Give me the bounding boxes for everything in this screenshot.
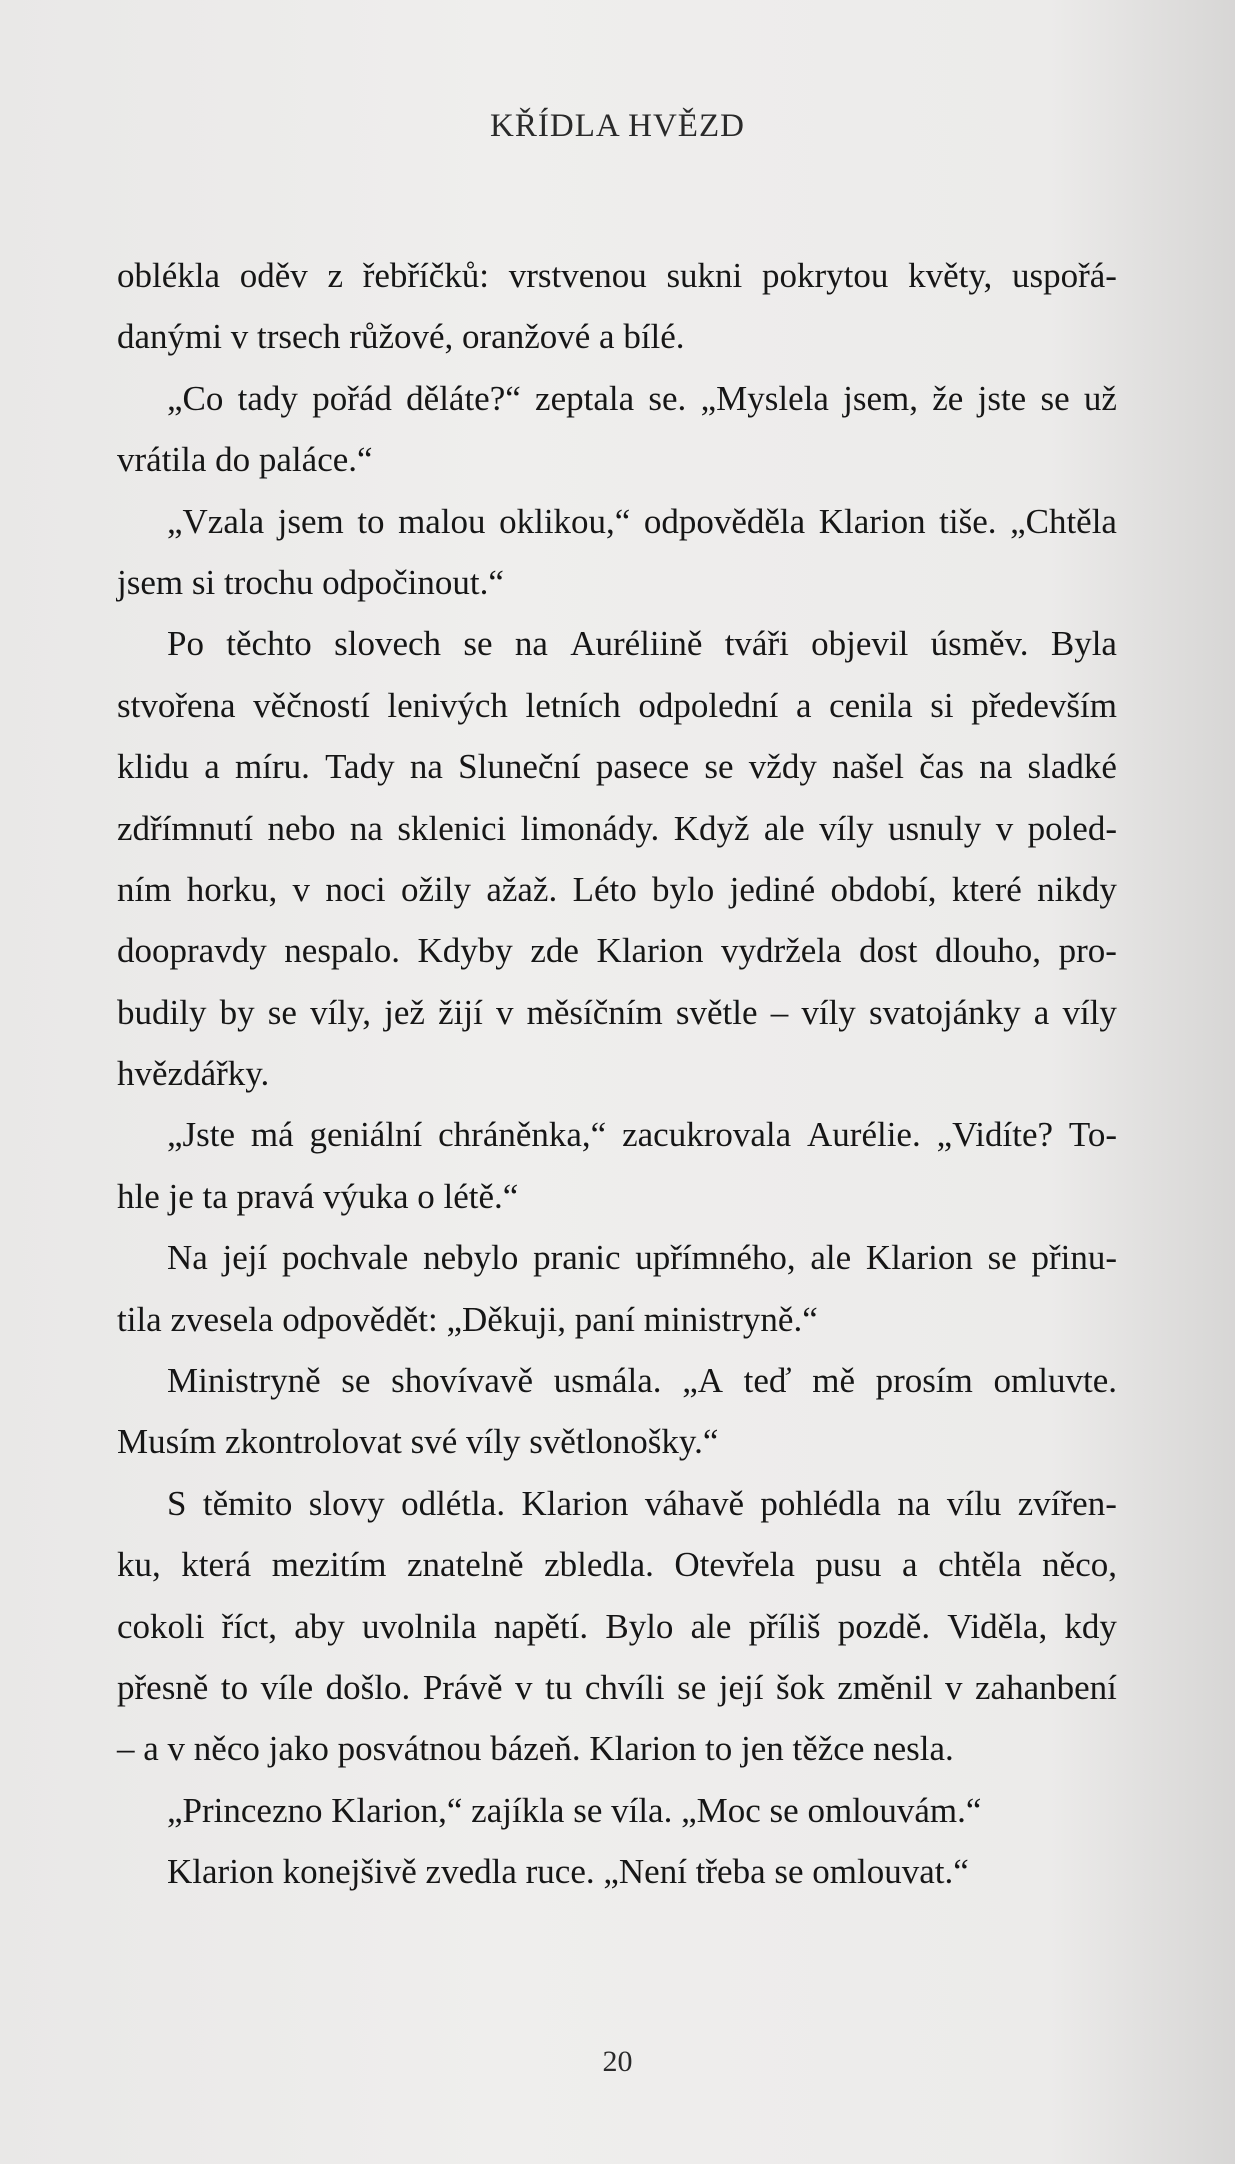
word: nebo bbox=[267, 808, 336, 848]
word: aby bbox=[294, 1606, 345, 1646]
word: vrstvenou bbox=[508, 256, 647, 295]
word: zde bbox=[530, 931, 579, 971]
word: se bbox=[341, 1361, 371, 1401]
word: zacukrovala bbox=[622, 1115, 792, 1155]
word: omluvte. bbox=[993, 1361, 1117, 1401]
word: usmála. bbox=[553, 1361, 662, 1401]
word: víly, bbox=[310, 992, 372, 1032]
word: měsíčním bbox=[526, 992, 663, 1032]
word: a bbox=[902, 1545, 918, 1585]
word: Klarion bbox=[818, 501, 926, 541]
word: Klarion bbox=[521, 1483, 629, 1523]
word: úsměv. bbox=[930, 624, 1029, 664]
word: slovy bbox=[308, 1483, 385, 1523]
text-line bbox=[117, 368, 1117, 429]
word: To- bbox=[1068, 1115, 1117, 1155]
text-line bbox=[117, 1350, 1117, 1411]
word: Klarion bbox=[865, 1238, 973, 1278]
word: „Vidíte? bbox=[936, 1115, 1054, 1155]
word: v bbox=[995, 808, 1014, 848]
word: se bbox=[1040, 378, 1070, 418]
text-line bbox=[117, 1227, 1117, 1288]
word: z bbox=[327, 256, 343, 295]
word: Tady bbox=[325, 747, 395, 787]
word: Byla bbox=[1050, 624, 1117, 664]
word: ním bbox=[117, 869, 172, 909]
word: že bbox=[932, 378, 964, 418]
word: jsem bbox=[277, 501, 344, 541]
word: její bbox=[222, 1238, 268, 1278]
word: tiše. bbox=[939, 501, 997, 541]
word: Bylo bbox=[605, 1606, 674, 1646]
word: stvořena bbox=[117, 685, 236, 725]
text-line: hvězdářky. bbox=[117, 1054, 270, 1094]
word: zvířen- bbox=[1017, 1483, 1117, 1523]
word: zahanbení bbox=[975, 1667, 1117, 1707]
word: říct, bbox=[221, 1606, 278, 1646]
text-line bbox=[117, 675, 1117, 736]
word: poled- bbox=[1027, 808, 1117, 848]
word: ku, bbox=[117, 1545, 161, 1585]
word: zbledla. bbox=[544, 1545, 654, 1585]
word: geniální bbox=[309, 1115, 423, 1155]
word: chráněnka,“ bbox=[438, 1115, 607, 1155]
word: na bbox=[349, 808, 383, 848]
word: na bbox=[897, 1483, 931, 1523]
word: žijí bbox=[438, 992, 483, 1032]
word: budily bbox=[117, 992, 207, 1032]
text-line: Musím zkontrolovat své víly světlonošky.“ bbox=[117, 1422, 719, 1462]
word: chvíli bbox=[584, 1667, 665, 1707]
word: oklikou,“ bbox=[499, 501, 631, 541]
word: objevil bbox=[811, 624, 909, 664]
word: lenivých bbox=[387, 685, 508, 725]
word: už bbox=[1083, 378, 1117, 418]
text-line: „Princezno Klarion,“ zajíkla se víla. „Moc se omlouvám.“ bbox=[167, 1790, 982, 1830]
word: „Vzala bbox=[167, 501, 265, 541]
word: oděv bbox=[239, 256, 308, 295]
word: usnuly bbox=[887, 808, 982, 848]
word: se bbox=[677, 1667, 707, 1707]
word: vílu bbox=[946, 1483, 1002, 1523]
word: letních bbox=[525, 685, 621, 725]
word: jste bbox=[977, 378, 1027, 418]
text-line bbox=[117, 1657, 1117, 1718]
word: nespalo. bbox=[284, 931, 400, 971]
word: které bbox=[951, 869, 1022, 909]
word: na bbox=[979, 747, 1013, 787]
word: zeptala bbox=[535, 378, 635, 418]
word: pusu bbox=[815, 1545, 882, 1585]
text-line bbox=[117, 491, 1117, 552]
word: především bbox=[971, 685, 1117, 725]
word: uvolnila bbox=[361, 1606, 477, 1646]
text-line: Klarion konejšivě zvedla ruce. „Není třeba se omlouvat.“ bbox=[167, 1852, 969, 1892]
word: sladké bbox=[1027, 747, 1117, 787]
word: světle bbox=[675, 992, 758, 1032]
word: její bbox=[718, 1667, 764, 1707]
word: sklenici bbox=[397, 808, 507, 848]
text-line: hle je ta pravá výuka o létě.“ bbox=[117, 1176, 519, 1216]
word: Aurélie. bbox=[807, 1115, 921, 1155]
word: přinu- bbox=[1031, 1238, 1117, 1278]
text-line bbox=[117, 798, 1117, 859]
word: „Myslela bbox=[700, 378, 829, 418]
word: to bbox=[357, 501, 385, 541]
word: ale bbox=[763, 808, 805, 848]
word: Viděla, bbox=[947, 1606, 1048, 1646]
text-line bbox=[117, 1596, 1117, 1657]
word: váhavě bbox=[644, 1483, 744, 1523]
word: děláte?“ bbox=[406, 378, 521, 418]
text-line: tila zvesela odpovědět: „Děkuji, paní ministryně.“ bbox=[117, 1299, 818, 1339]
word: pochvale bbox=[282, 1238, 409, 1278]
word: v bbox=[515, 1667, 533, 1707]
word: těchto bbox=[226, 624, 312, 664]
word: sukni bbox=[666, 256, 743, 295]
word: vždy bbox=[748, 747, 817, 787]
word: a bbox=[204, 747, 220, 787]
word: limonády. bbox=[520, 808, 660, 848]
body-text bbox=[117, 245, 1117, 1903]
word: víly bbox=[819, 808, 874, 848]
text-line: jsem si trochu odpočinout.“ bbox=[117, 562, 504, 602]
word: má bbox=[250, 1115, 294, 1155]
word: klidu bbox=[117, 747, 189, 787]
word: květy, bbox=[908, 256, 993, 295]
word: „Jste bbox=[167, 1115, 236, 1155]
word: pořád bbox=[312, 378, 392, 418]
word: řebříčků: bbox=[362, 256, 490, 295]
word: a bbox=[795, 685, 812, 725]
word: Na bbox=[167, 1238, 208, 1278]
word: vydržela bbox=[721, 931, 842, 971]
word: dost bbox=[859, 931, 918, 971]
text-line bbox=[117, 920, 1117, 981]
word: tváři bbox=[724, 624, 789, 664]
word: Otevřela bbox=[674, 1545, 795, 1585]
text-line bbox=[117, 613, 1117, 674]
word: upřímného, bbox=[635, 1238, 796, 1278]
word: malou bbox=[398, 501, 486, 541]
word: ažaž. bbox=[486, 869, 558, 909]
word: se bbox=[267, 992, 297, 1032]
word: Ministryně bbox=[167, 1361, 321, 1401]
text-line bbox=[117, 982, 1117, 1043]
text-line bbox=[117, 245, 1117, 306]
word: Sluneční bbox=[458, 747, 581, 787]
word: prosím bbox=[875, 1361, 973, 1401]
word: přesně bbox=[117, 1667, 209, 1707]
word: těmito bbox=[202, 1483, 293, 1523]
word: čas bbox=[919, 747, 964, 787]
word: dlouho, bbox=[935, 931, 1042, 971]
word: jediné bbox=[729, 869, 816, 909]
word: zdřímnutí bbox=[117, 808, 254, 848]
word: pokrytou bbox=[761, 256, 889, 295]
word: našel bbox=[832, 747, 905, 787]
page-number: 20 bbox=[602, 2045, 633, 2078]
word: se bbox=[463, 624, 493, 664]
word: horku, bbox=[186, 869, 278, 909]
word: uspořá- bbox=[1012, 256, 1117, 295]
word: znatelně bbox=[406, 1545, 524, 1585]
word: oblékla bbox=[117, 256, 221, 295]
word: Kdyby bbox=[417, 931, 513, 971]
word: ale bbox=[690, 1606, 732, 1646]
word: shovívavě bbox=[391, 1361, 533, 1401]
word: odlétla. bbox=[401, 1483, 506, 1523]
text-line bbox=[117, 1104, 1117, 1165]
word: věčností bbox=[253, 685, 370, 725]
word: pranic bbox=[533, 1238, 621, 1278]
word: tady bbox=[237, 378, 298, 418]
word: a bbox=[1033, 992, 1050, 1032]
word: období, bbox=[830, 869, 937, 909]
word: teď bbox=[743, 1361, 792, 1401]
word: slovech bbox=[334, 624, 442, 664]
word: se. bbox=[648, 378, 687, 418]
word: pro- bbox=[1058, 931, 1117, 971]
word: „Co bbox=[167, 378, 224, 418]
word: Léto bbox=[572, 869, 637, 909]
text-line: – a v něco jako posvátnou bázeň. Klarion to jen těžce nesla. bbox=[117, 1729, 954, 1769]
word: příliš bbox=[748, 1606, 821, 1646]
word: Když bbox=[673, 808, 750, 848]
word: noci bbox=[325, 869, 386, 909]
word: Po bbox=[167, 624, 204, 664]
word: která bbox=[181, 1545, 252, 1585]
text-line: danými v trsech růžové, oranžové a bílé. bbox=[117, 317, 685, 357]
word: nebylo bbox=[423, 1238, 519, 1278]
text-line bbox=[117, 736, 1117, 797]
word: nikdy bbox=[1037, 869, 1117, 909]
word: změnil bbox=[837, 1667, 933, 1707]
word: bylo bbox=[652, 869, 715, 909]
word: Klarion bbox=[596, 931, 704, 971]
word: Právě bbox=[422, 1667, 503, 1707]
word: se bbox=[704, 747, 734, 787]
word: jež bbox=[384, 992, 425, 1032]
word: to bbox=[220, 1667, 249, 1707]
word: v bbox=[496, 992, 514, 1032]
text-line bbox=[117, 1473, 1117, 1534]
word: napětí. bbox=[493, 1606, 589, 1646]
word: víly bbox=[801, 992, 856, 1032]
word: se bbox=[987, 1238, 1017, 1278]
word: cenila bbox=[829, 685, 913, 725]
word: S bbox=[167, 1483, 187, 1523]
text-line: vrátila do paláce.“ bbox=[117, 440, 373, 480]
word: ožily bbox=[401, 869, 471, 909]
word: došlo. bbox=[325, 1667, 411, 1707]
word: kdy bbox=[1064, 1606, 1117, 1646]
word: Auréliině bbox=[570, 624, 703, 664]
word: pozdě. bbox=[837, 1606, 931, 1646]
word: si bbox=[930, 685, 954, 725]
word: v bbox=[292, 869, 311, 909]
word: – bbox=[770, 992, 789, 1032]
word: by bbox=[219, 992, 255, 1032]
text-line bbox=[117, 859, 1117, 920]
word: cokoli bbox=[117, 1606, 205, 1646]
word: víly bbox=[1062, 992, 1117, 1032]
word: ale bbox=[810, 1238, 852, 1278]
word: doopravdy bbox=[117, 931, 267, 971]
word: „Chtěla bbox=[1010, 501, 1117, 541]
text-line bbox=[117, 1534, 1117, 1595]
word: něco, bbox=[1042, 1545, 1117, 1585]
word: víle bbox=[260, 1667, 314, 1707]
word: míru. bbox=[235, 747, 310, 787]
word: v bbox=[944, 1667, 963, 1707]
word: tu bbox=[545, 1667, 573, 1707]
word: na bbox=[409, 747, 443, 787]
word: pasece bbox=[595, 747, 690, 787]
word: jsem, bbox=[843, 378, 918, 418]
word: svatojánky bbox=[868, 992, 1021, 1032]
word: odpověděla bbox=[643, 501, 806, 541]
word: „A bbox=[682, 1361, 724, 1401]
word: pohlédla bbox=[760, 1483, 881, 1523]
word: na bbox=[514, 624, 548, 664]
word: mezitím bbox=[271, 1545, 387, 1585]
word: chtěla bbox=[938, 1545, 1022, 1585]
running-head: KŘÍDLA HVĚZD bbox=[490, 108, 745, 144]
word: odpolední bbox=[638, 685, 779, 725]
word: šok bbox=[776, 1667, 825, 1707]
word: mě bbox=[812, 1361, 855, 1401]
